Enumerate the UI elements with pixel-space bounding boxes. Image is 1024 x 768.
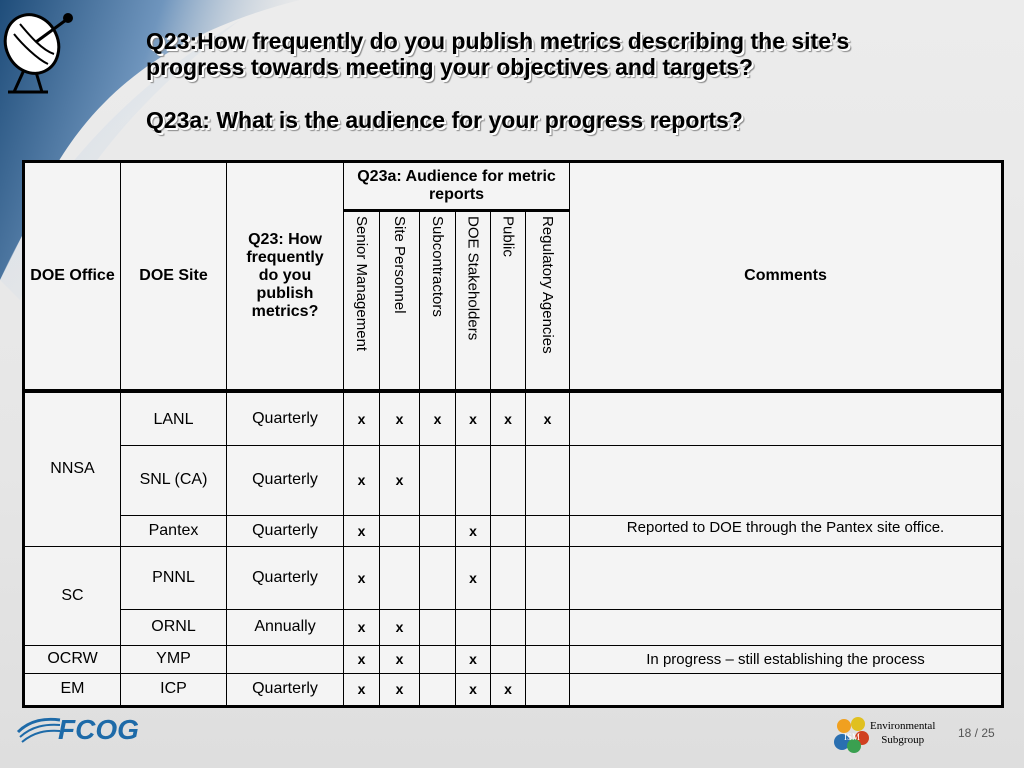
mark-cell: x [344, 546, 380, 609]
site-cell: SNL (CA) [121, 445, 227, 515]
mark-cell [526, 546, 570, 609]
header-doe-stakeholders: DOE Stakeholders [464, 216, 482, 341]
mark-cell: x [344, 645, 380, 673]
office-cell: SC [24, 546, 121, 645]
mark-cell [456, 445, 491, 515]
frequency-cell: Quarterly [227, 515, 344, 546]
table-row [24, 645, 1003, 673]
site-cell: LANL [121, 391, 227, 445]
frequency-cell: Quarterly [227, 445, 344, 515]
fcog-logo-text: FCOG [58, 714, 139, 745]
table-row [24, 391, 1003, 445]
mark-cell [420, 445, 456, 515]
env-line-2: Subgroup [881, 734, 925, 746]
mark-cell: x [491, 673, 526, 706]
mark-cell [420, 673, 456, 706]
table-row [24, 609, 1003, 645]
comment-cell [570, 673, 1003, 706]
mark-cell [420, 546, 456, 609]
slide-title [146, 28, 1006, 133]
table-row [24, 673, 1003, 706]
mark-cell: x [344, 515, 380, 546]
mark-cell [526, 445, 570, 515]
office-cell: EM [24, 673, 121, 706]
header-public: Public [499, 216, 517, 257]
satellite-dish-icon [2, 4, 82, 96]
mark-cell [526, 515, 570, 546]
table-row [24, 445, 1003, 515]
site-cell: Pantex [121, 515, 227, 546]
mark-cell: x [344, 445, 380, 515]
site-cell: ICP [121, 673, 227, 706]
ism-logo [832, 716, 872, 756]
mark-cell [420, 515, 456, 546]
mark-cell: x [380, 645, 420, 673]
mark-cell: x [344, 673, 380, 706]
mark-cell: x [456, 645, 491, 673]
office-cell: NNSA [24, 391, 121, 546]
mark-cell: x [344, 391, 380, 445]
mark-cell [526, 609, 570, 645]
site-cell: ORNL [121, 609, 227, 645]
mark-cell [491, 546, 526, 609]
mark-cell [420, 645, 456, 673]
mark-cell [420, 609, 456, 645]
table-row [24, 515, 1003, 546]
mark-cell [380, 546, 420, 609]
mark-cell: x [380, 609, 420, 645]
frequency-cell: Quarterly [227, 391, 344, 445]
mark-cell: x [344, 609, 380, 645]
mark-cell: x [491, 391, 526, 445]
mark-cell [526, 673, 570, 706]
mark-cell [491, 445, 526, 515]
env-line-1: Environmental [870, 720, 936, 732]
header-audience-group: Q23a: Audience for metric reports [344, 162, 570, 211]
title-line-3: Q23a: What is the audience for your progress reports? [146, 107, 743, 133]
frequency-cell [227, 645, 344, 673]
header-senior-management: Senior Management [353, 216, 370, 352]
environmental-subgroup-label [870, 719, 935, 747]
site-cell: PNNL [121, 546, 227, 609]
header-doe-site: DOE Site [121, 162, 227, 392]
header-site-personnel: Site Personnel [391, 216, 408, 314]
frequency-cell: Quarterly [227, 546, 344, 609]
title-line-1: Q23:How frequently do you publish metrics describing the site’s [146, 28, 850, 54]
comment-cell [570, 609, 1003, 645]
mark-cell: x [380, 445, 420, 515]
mark-cell: x [380, 673, 420, 706]
page-number: 18 / 25 [958, 726, 995, 740]
frequency-cell: Quarterly [227, 673, 344, 706]
ism-logo-text: ISM [843, 732, 861, 742]
mark-cell: x [380, 391, 420, 445]
mark-cell: x [420, 391, 456, 445]
mark-cell: x [456, 673, 491, 706]
comment-cell: Reported to DOE through the Pantex site office. [570, 515, 1003, 546]
header-comments: Comments [570, 162, 1003, 392]
comment-cell: In progress – still establishing the process [570, 645, 1003, 673]
frequency-cell: Annually [227, 609, 344, 645]
mark-cell [380, 515, 420, 546]
metrics-table [22, 160, 1004, 708]
header-regulatory-agencies: Regulatory Agencies [539, 216, 557, 354]
table-row [24, 546, 1003, 609]
mark-cell [491, 645, 526, 673]
header-doe-office: DOE Office [24, 162, 121, 392]
mark-cell: x [456, 391, 491, 445]
header-frequency: Q23: How frequently do you publish metrics? [227, 162, 344, 392]
comment-cell [570, 546, 1003, 609]
mark-cell: x [456, 546, 491, 609]
mark-cell [491, 515, 526, 546]
mark-cell: x [526, 391, 570, 445]
mark-cell [456, 609, 491, 645]
comment-cell [570, 445, 1003, 515]
title-line-2: progress towards meeting your objectives and targets? [146, 54, 754, 80]
fcog-logo [16, 712, 156, 746]
mark-cell: x [456, 515, 491, 546]
office-cell: OCRW [24, 645, 121, 673]
header-subcontractors: Subcontractors [429, 216, 446, 317]
comment-cell [570, 391, 1003, 445]
site-cell: YMP [121, 645, 227, 673]
mark-cell [491, 609, 526, 645]
mark-cell [526, 645, 570, 673]
